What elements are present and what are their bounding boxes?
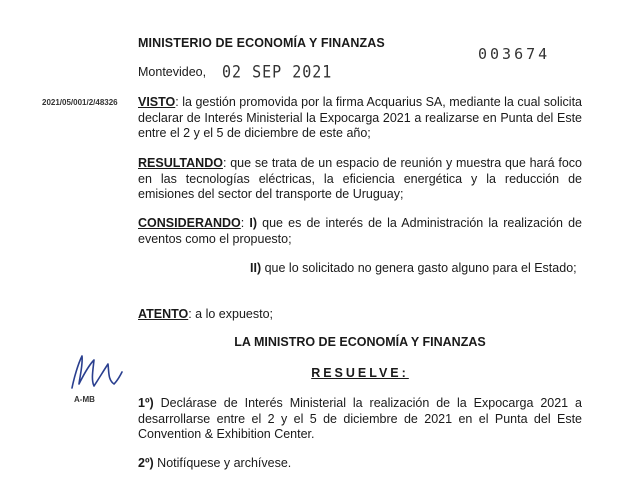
authority-title: LA MINISTRO DE ECONOMÍA Y FINANZAS (234, 335, 486, 349)
considerando-item2-num: II) (250, 261, 262, 275)
ministry-header: MINISTERIO DE ECONOMÍA Y FINANZAS (138, 36, 385, 50)
article-2 (138, 456, 582, 472)
article-2-text: Notifíquese y archívese. (153, 456, 292, 470)
initials-label: A-MB (74, 395, 95, 404)
article-2-num: 2º) (138, 456, 154, 470)
city-label: Montevideo, (138, 65, 207, 79)
handwritten-initials-signature (64, 350, 126, 394)
atento-paragraph (138, 307, 582, 323)
considerando-item1-text: que es de interés de la Administración la realización de eventos como el propuesto; (138, 216, 582, 246)
considerando-item1-num: I) (249, 216, 258, 230)
considerando-item2 (138, 261, 582, 277)
resolution-number-stamp: 003674 (478, 45, 551, 63)
file-reference: 2021/05/001/2/48326 (42, 98, 118, 107)
considerando-item2-text: que lo solicitado no genera gasto alguno para el Estado; (261, 261, 577, 275)
article-1-text: Declárase de Interés Ministerial la realización de la Expocarga 2021 a desarrollarse entre el 2 y el 5 de diciembre de 2021 en el Punta del Este Convention & Exhibition Center. (138, 396, 582, 441)
visto-label: VISTO (138, 95, 176, 109)
resultando-paragraph (138, 156, 582, 203)
visto-text: : la gestión promovida por la firma Acquarius SA, mediante la cual solicita declarar de Interés Ministerial la Expocarga 2021 a realizarse en Punta del Este entre el 2 y el 5 de diciembre de este año; (138, 95, 582, 140)
atento-label: ATENTO (138, 307, 189, 321)
considerando-paragraph: CONSIDERANDO: I) que es de interés de la Administración la realización de eventos como el propuesto; (138, 216, 582, 246)
considerando-label: CONSIDERANDO (138, 216, 241, 230)
atento-text: : a lo expuesto; (188, 307, 274, 321)
article-1-num: 1º) (138, 396, 154, 410)
date-stamp: 02 SEP 2021 (222, 62, 333, 82)
resuelve-heading: RESUELVE: (311, 366, 409, 380)
resultando-text: : que se trata de un espacio de reunión y muestra que hará foco en las tecnologías eléctricas, la eficiencia energética y la reducción de emisiones del sector del transporte de Uruguay; (138, 156, 582, 201)
resultando-label: RESULTANDO (138, 156, 223, 170)
visto-paragraph (138, 95, 582, 142)
article-1 (138, 396, 582, 443)
